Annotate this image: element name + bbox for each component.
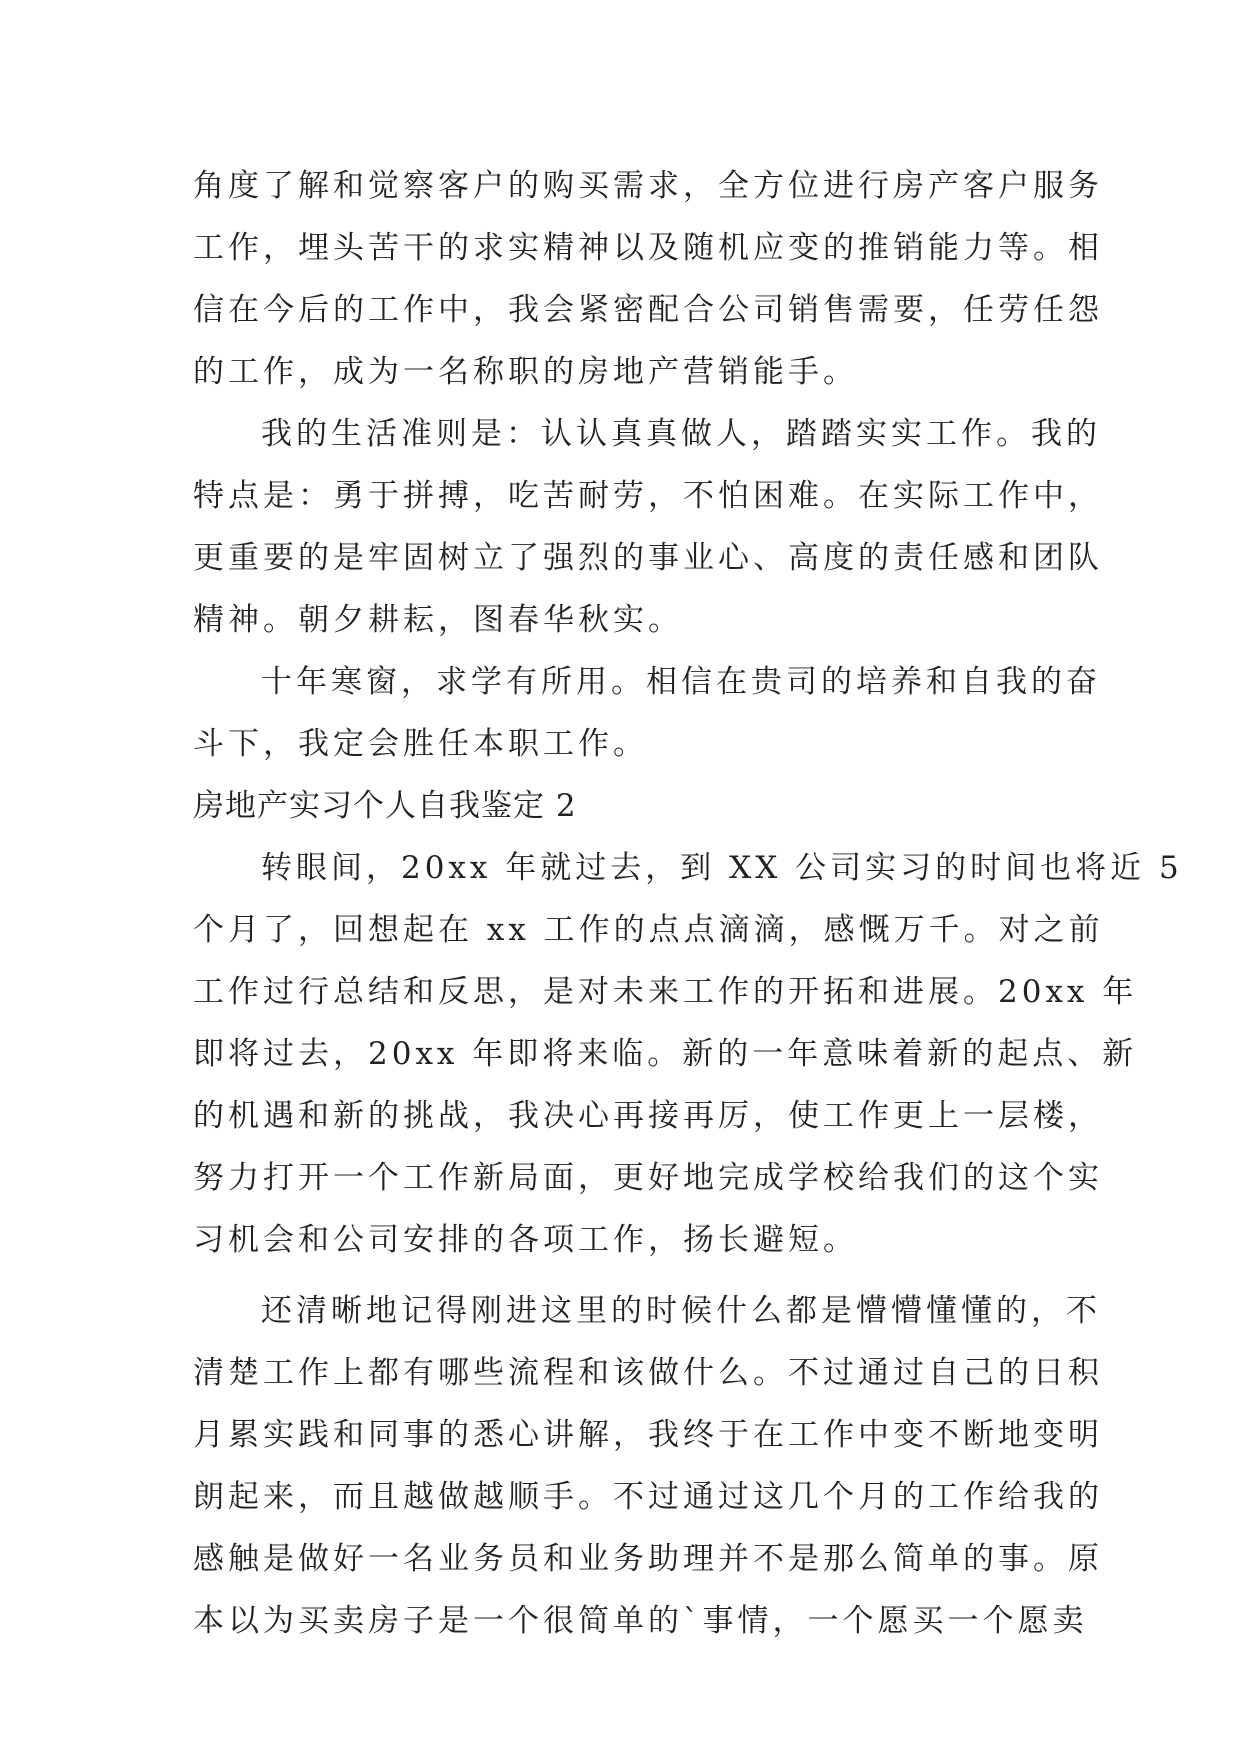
text-line: 的机遇和新的挑战，我决心再接再厉，使工作更上一层楼， bbox=[193, 1098, 1103, 1134]
text-line: 感触是做好一名业务员和业务助理并不是那么简单的事。原 bbox=[193, 1541, 1103, 1577]
paragraph-4 bbox=[193, 837, 1183, 1271]
text-line: 精神。朝夕耕耘，图春华秋实。 bbox=[193, 602, 683, 638]
text-line: 本以为买卖房子是一个很简单的`事情，一个愿买一个愿卖 bbox=[193, 1603, 1088, 1639]
text-line: 即将过去，20xx 年即将来临。新的一年意味着新的起点、新 bbox=[193, 1036, 1138, 1072]
text-line: 个月了，回想起在 xx 工作的点点滴滴，感慨万千。对之前 bbox=[193, 912, 1104, 948]
paragraph-2 bbox=[193, 403, 1103, 651]
text-line: 信在今后的工作中，我会紧密配合公司销售需要，任劳任怨 bbox=[193, 292, 1103, 328]
text-line: 还清晰地记得刚进这里的时候什么都是懵懵懂懂的，不 bbox=[261, 1293, 1101, 1329]
text-line: 十年寒窗，求学有所用。相信在贵司的培养和自我的奋 bbox=[261, 664, 1101, 700]
text-line: 努力打开一个工作新局面，更好地完成学校给我们的这个实 bbox=[193, 1160, 1103, 1196]
paragraph-5 bbox=[193, 1280, 1103, 1652]
text-line: 的工作，成为一名称职的房地产营销能手。 bbox=[193, 354, 858, 390]
paragraph-1 bbox=[193, 155, 1103, 403]
paragraph-gap bbox=[193, 1271, 1055, 1280]
text-line: 特点是：勇于拼搏，吃苦耐劳，不怕困难。在实际工作中， bbox=[193, 478, 1103, 514]
text-line: 转眼间，20xx 年就过去，到 XX 公司实习的时间也将近 5 bbox=[261, 850, 1183, 886]
text-line: 角度了解和觉察客户的购买需求，全方位进行房产客户服务 bbox=[193, 168, 1103, 204]
text-line: 习机会和公司安排的各项工作，扬长避短。 bbox=[193, 1222, 858, 1258]
text-line: 斗下，我定会胜任本职工作。 bbox=[193, 726, 648, 762]
text-line: 朗起来，而且越做越顺手。不过通过这几个月的工作给我的 bbox=[193, 1479, 1103, 1515]
document-page bbox=[193, 155, 1183, 1652]
paragraph-3 bbox=[193, 651, 1101, 775]
text-line: 工作过行总结和反思，是对未来工作的开拓和进展。20xx 年 bbox=[193, 974, 1138, 1010]
text-line: 更重要的是牢固树立了强烈的事业心、高度的责任感和团队 bbox=[193, 540, 1103, 576]
text-line: 我的生活准则是：认认真真做人，踏踏实实工作。我的 bbox=[261, 416, 1101, 452]
text-line: 工作，埋头苦干的求实精神以及随机应变的推销能力等。相 bbox=[193, 230, 1103, 266]
text-line: 月累实践和同事的悉心讲解，我终于在工作中变不断地变明 bbox=[193, 1417, 1103, 1453]
section-heading: 房地产实习个人自我鉴定 2 bbox=[193, 788, 577, 824]
text-line: 清楚工作上都有哪些流程和该做什么。不过通过自己的日积 bbox=[193, 1355, 1103, 1391]
